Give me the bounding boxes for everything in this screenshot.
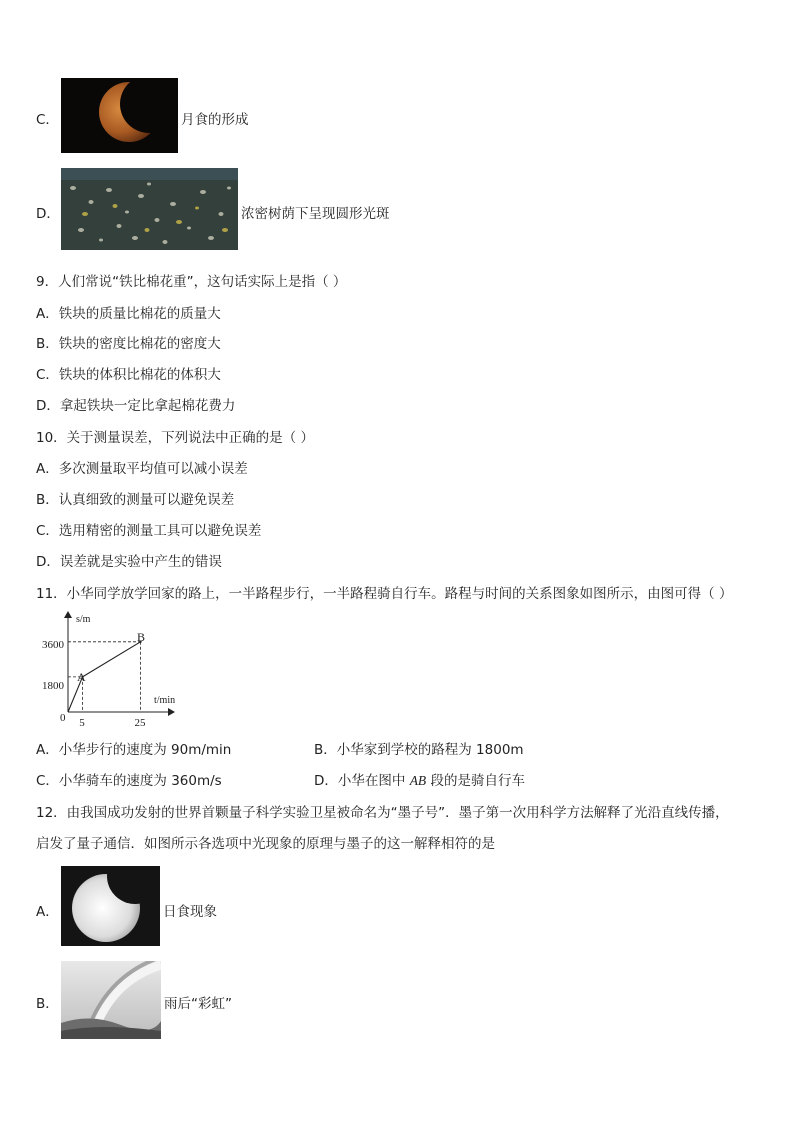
q11-option-d-prefix: D．小华在图中 xyxy=(314,773,410,789)
q9-option-c: C．铁块的体积比棉花的体积大 xyxy=(36,367,221,383)
q12-option-b-caption: 雨后“彩虹” xyxy=(164,996,232,1012)
q11-option-c: C．小华骑车的速度为 360m/s xyxy=(36,773,222,789)
x-axis-label: t/min xyxy=(154,695,176,706)
distance-time-graph xyxy=(34,606,184,729)
q8-option-c-caption: 月食的形成 xyxy=(181,112,249,128)
lunar-eclipse-photo xyxy=(61,78,178,153)
q12-stem-line1: 12．由我国成功发射的世界首颗量子科学实验卫星被命名为“墨子号”．墨子第一次用科学方法解释了光沿直线传播， xyxy=(36,805,729,821)
q11-option-b: B．小华家到学校的路程为 1800m xyxy=(314,742,524,758)
solar-eclipse-photo xyxy=(61,866,160,946)
q10-stem: 10．关于测量误差，下列说法中正确的是（ ） xyxy=(36,430,314,446)
q8-option-c-letter: C． xyxy=(36,112,59,128)
q11-option-a: A．小华步行的速度为 90m/min xyxy=(36,742,232,758)
q12-option-a-letter: A． xyxy=(36,904,59,920)
origin-label: 0 xyxy=(60,712,66,724)
series-segment-2 xyxy=(83,642,141,677)
q12-option-a-caption: 日食现象 xyxy=(163,904,217,920)
q9-option-d: D．拿起铁块一定比拿起棉花费力 xyxy=(36,398,236,414)
y-tick-1800: 1800 xyxy=(42,680,64,692)
point-a-label: A xyxy=(77,670,86,684)
y-tick-3600: 3600 xyxy=(42,639,64,651)
rainbow-photo xyxy=(61,961,161,1039)
q9-option-a: A．铁块的质量比棉花的质量大 xyxy=(36,306,221,322)
x-tick-5: 5 xyxy=(79,717,85,729)
q11-option-d-suffix: 段的是骑自行车 xyxy=(426,773,525,789)
q10-option-b: B．认真细致的测量可以避免误差 xyxy=(36,492,235,508)
point-b-label: B xyxy=(137,630,146,644)
q9-option-b: B．铁块的密度比棉花的密度大 xyxy=(36,336,221,352)
q11-option-d xyxy=(314,769,525,789)
q11-stem: 11．小华同学放学回家的路上，一半路程步行，一半路程骑自行车。路程与时间的关系图象如图所示，由图可得（ ） xyxy=(36,586,733,602)
q11-option-d-segment: AB xyxy=(409,773,427,788)
y-axis-label: s/m xyxy=(76,614,91,625)
x-tick-25: 25 xyxy=(134,717,146,729)
q9-stem: 9．人们常说“铁比棉花重”，这句话实际上是指（ ） xyxy=(36,274,347,290)
q8-option-d-caption: 浓密树荫下呈现圆形光斑 xyxy=(241,206,390,222)
q12-stem-line2: 启发了量子通信．如图所示各选项中光现象的原理与墨子的这一解释相符的是 xyxy=(36,836,495,852)
q10-option-c: C．选用精密的测量工具可以避免误差 xyxy=(36,523,262,539)
q10-option-d: D．误差就是实验中产生的错误 xyxy=(36,554,222,570)
q8-option-d-letter: D． xyxy=(36,206,60,222)
q12-option-b-letter: B． xyxy=(36,996,59,1012)
tree-shade-light-spots-photo xyxy=(61,168,238,250)
q10-option-a: A．多次测量取平均值可以减小误差 xyxy=(36,461,248,477)
